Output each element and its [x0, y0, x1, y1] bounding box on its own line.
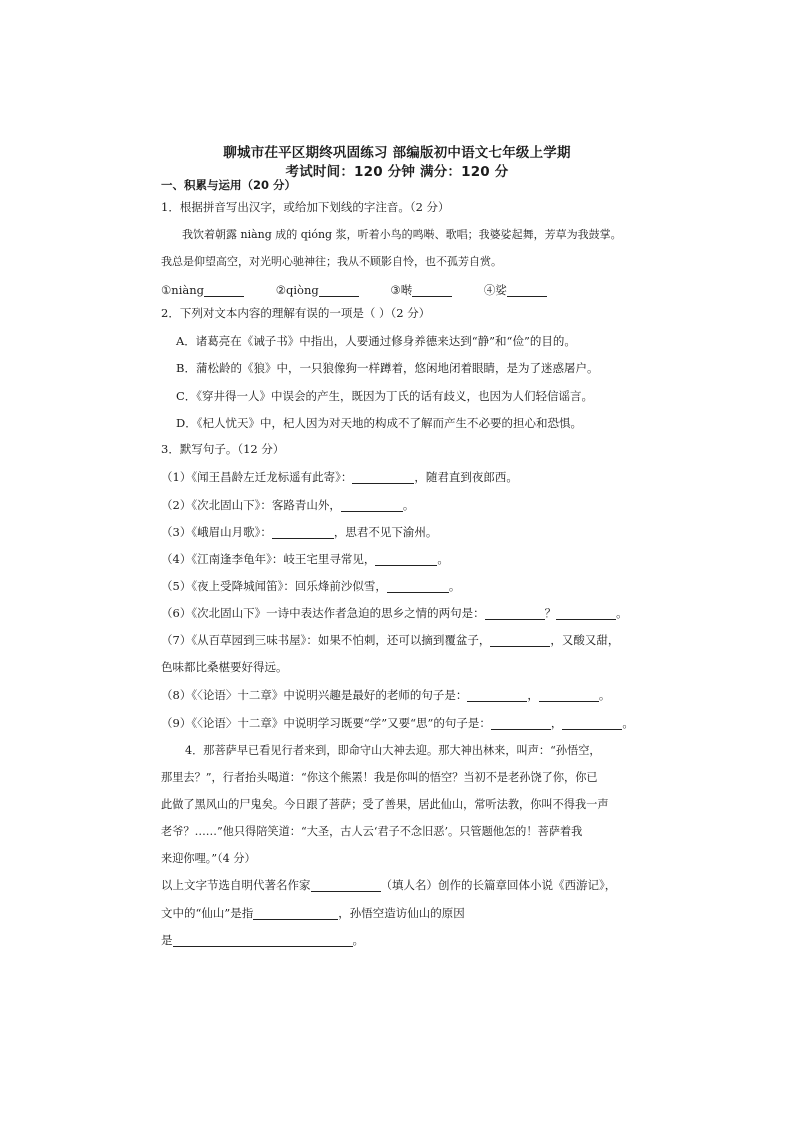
q3-item-8-prompt: （8）《〈论语〉十二章》中说明兴趣是最好的老师的句子是： [161, 688, 468, 702]
q3-item-5-blank[interactable] [387, 580, 449, 593]
q4-reason-blank[interactable] [173, 934, 353, 947]
q4-answer-2 [161, 905, 465, 921]
q4-answer-1-tail: （填人名）创作的长篇章回体小说《西游记》， [380, 878, 617, 892]
q3-item-9-prompt: （9）《〈论语〉十二章》中说明学习既要“学”又要“思”的句子是： [161, 716, 491, 730]
q3-item-9-blank-2[interactable] [562, 717, 622, 730]
q4-answer-2-tail: ，孙悟空造访仙山的原因 [338, 906, 465, 920]
q3-item-9 [161, 715, 634, 731]
q3-item-2-prompt: （2）《次北固山下》：客路青山外， [161, 498, 341, 512]
q1-item-3-blank[interactable] [412, 284, 452, 297]
q1-item-3-label: ③啭 [390, 283, 413, 297]
q2-option-b[interactable]: B．蒲松龄的《狼》中，一只狼像狗一样蹲着，悠闲地闭着眼睛，是为了迷惑屠户。 [176, 361, 599, 375]
q3-item-4 [161, 551, 449, 567]
q4-answer-3-prompt: 是 [161, 933, 173, 947]
q3-item-6-blank-2[interactable] [556, 607, 616, 620]
q4-mountain-blank[interactable] [253, 907, 338, 920]
q2-stem: 2．下列对文本内容的理解有误的一项是（ ）（2 分） [161, 306, 431, 320]
q3-item-9-sep: ， [550, 716, 563, 730]
q3-item-9-blank-1[interactable] [491, 717, 551, 730]
q1-item-2-label: ②qiòng [275, 283, 319, 297]
q4-answer-3-tail: 。 [352, 933, 364, 947]
q2-option-d[interactable]: D．《杞人忧天》中，杞人因为对天地的构成不了解而产生不必要的担心和恐惧。 [176, 416, 582, 430]
q3-item-6-prompt: （6）《次北固山下》一诗中表达作者急迫的思乡之情的两句是： [161, 606, 485, 620]
q3-item-2-blank[interactable] [341, 499, 403, 512]
q3-item-7-blank[interactable] [490, 634, 550, 647]
q2-option-a[interactable]: A．诸葛亮在《诫子书》中指出，人要通过修身养德来达到“静”和“俭”的目的。 [176, 334, 576, 348]
q1-item-1-label: ①niàng [161, 283, 205, 297]
q3-item-3 [161, 524, 437, 540]
q3-item-8-blank-2[interactable] [539, 689, 599, 702]
q3-item-7 [161, 632, 619, 648]
q1-stem: 1．根据拼音写出汉字，或给加下划线的字注音。（2 分） [161, 200, 450, 214]
q1-answer-row [161, 282, 547, 298]
q3-item-6 [161, 605, 628, 621]
q3-item-2 [161, 497, 414, 513]
q3-item-4-blank[interactable] [375, 553, 437, 566]
q3-item-8 [161, 687, 610, 703]
q3-item-1-tail: ，随君直到夜郎西。 [414, 470, 518, 484]
q4-passage-line-3: 此做了黑风山的尸鬼矣。今日跟了菩萨；受了善果，居此仙山，常听法教，你叫不得我一声 [161, 798, 609, 811]
q3-item-3-blank[interactable] [272, 526, 334, 539]
q4-author-blank[interactable] [311, 879, 381, 892]
q3-item-4-prompt: （4）《江南逢李龟年》：岐王宅里寻常见， [161, 552, 376, 566]
q3-item-8-tail: 。 [598, 688, 611, 702]
q1-item-4-label: ④娑 [483, 283, 507, 297]
q3-item-2-tail: 。 [402, 498, 415, 512]
q4-passage-line-1: 4．那菩萨早已看见行者来到，即命守山大神去迎。那大神出林来，叫声：“孙悟空， [185, 744, 601, 757]
q4-answer-1-prompt: 以上文字节选自明代著名作家 [161, 878, 311, 892]
q4-passage-line-2: 那里去？”，行者抬头喝道：“你这个熊罴！我是你叫的悟空？当初不是老孙饶了你，你已 [161, 771, 598, 784]
q2-option-c[interactable]: C．《穿井得一人》中误会的产生，既因为丁氏的话有歧义，也因为人们轻信谣言。 [176, 389, 594, 403]
q3-item-7-cont: 色味都比桑椹要好得远。 [161, 660, 288, 674]
q4-answer-2-prompt: 文中的“仙山”是指 [161, 906, 254, 920]
q3-item-1-blank[interactable] [352, 471, 414, 484]
q3-item-8-blank-1[interactable] [467, 689, 527, 702]
q3-item-8-sep: ， [527, 688, 539, 702]
q3-item-6-blank-1[interactable] [485, 607, 545, 620]
q3-item-9-tail: 。 [622, 716, 634, 730]
q4-answer-3 [161, 932, 364, 948]
exam-title: 聊城市茌平区期终巩固练习 部编版初中语文七年级上学期 [223, 145, 571, 161]
q3-item-6-tail: 。 [616, 606, 628, 620]
q3-item-7-tail: ，又酸又甜， [550, 633, 620, 647]
q3-item-3-prompt: （3）《峨眉山月歌》： [161, 525, 272, 539]
q3-item-1-prompt: （1）《闻王昌龄左迁龙标遥有此寄》： [161, 470, 353, 484]
q3-item-3-tail: ，思君不见下渝州。 [333, 525, 438, 539]
q3-item-4-tail: 。 [437, 552, 449, 566]
section-heading: 一、积累与运用（20 分） [161, 178, 297, 192]
q3-stem: 3．默写句子。（12 分） [161, 442, 285, 456]
q3-item-1 [161, 469, 518, 485]
q3-item-7-prompt: （7）《从百草园到三味书屋》：如果不怕刺，还可以摘到覆盆子， [161, 633, 491, 647]
q3-item-6-sep: ？ [544, 606, 557, 620]
q1-passage-line-2: 我总是仰望高空，对光明心驰神往；我从不顾影自怜，也不孤芳自赏。 [161, 255, 502, 268]
q1-item-2-blank[interactable] [319, 284, 359, 297]
q3-item-5 [161, 578, 460, 594]
q3-item-5-prompt: （5）《夜上受降城闻笛》：回乐烽前沙似雪， [161, 579, 387, 593]
q4-passage-line-4: 老爷？……”他只得陪笑道：“大圣，古人云‘君子不念旧恶’。只管题他怎的！菩萨着我 [161, 825, 583, 838]
q1-item-1-blank[interactable] [204, 284, 244, 297]
q3-item-5-tail: 。 [448, 579, 461, 593]
q1-item-4-blank[interactable] [507, 284, 547, 297]
q4-passage-line-5: 来迎你哩。”（4 分） [161, 852, 256, 865]
q4-answer-1 [161, 877, 616, 893]
exam-subtitle: 考试时间：120 分钟 满分：120 分 [285, 164, 509, 180]
q1-passage-line-1: 我饮着朝露 niàng 成的 qióng 浆，听着小鸟的鸣啭、歌唱；我婆娑起舞，芳草为我鼓掌。 [182, 228, 622, 241]
